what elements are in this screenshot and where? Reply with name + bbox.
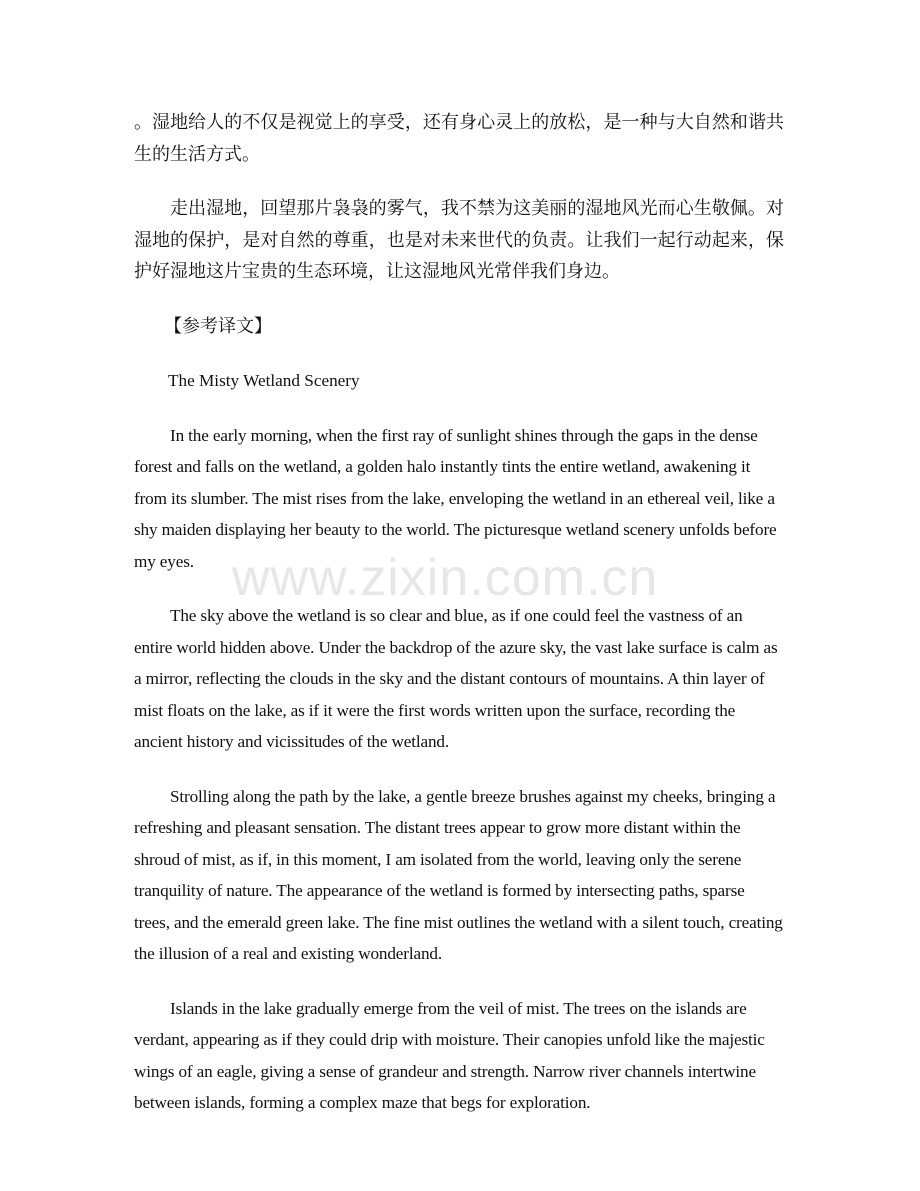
paragraph-zh-1: 。湿地给人的不仅是视觉上的享受，还有身心灵上的放松，是一种与大自然和谐共生的生活方式。 (134, 112, 784, 164)
section-heading: 【参考译文】 (164, 315, 272, 336)
translation-title: The Misty Wetland Scenery (168, 371, 360, 390)
paragraph-en-1: In the early morning, when the first ray of sunlight shines through the gaps in the dense forest and falls on the wetland, a golden halo instantly tints the entire wetland, awakening it from its slumber. The mist rises from the lake, enveloping the wetland in an ethereal veil, like a shy maiden displaying her beauty to the world. The picturesque wetland scenery unfolds before my eyes. (134, 425, 777, 571)
paragraph-en-2: The sky above the wetland is so clear and blue, as if one could feel the vastness of an entire world hidden above. Under the backdrop of the azure sky, the vast lake surface is calm as a mirror, reflecting the clouds in the sky and the distant contours of mountains. A thin layer of mist floats on the lake, as if it were the first words written upon the surface, recording the ancient history and vicissitudes of the wetland. (134, 606, 778, 751)
document-body (134, 107, 784, 1142)
paragraph-zh-2: 走出湿地，回望那片袅袅的雾气，我不禁为这美丽的湿地风光而心生敬佩。对湿地的保护，是对自然的尊重，也是对未来世代的负责。让我们一起行动起来，保护好湿地这片宝贵的生态环境，让这湿地风光常伴我们身边。 (134, 198, 784, 281)
paragraph-en-4: Islands in the lake gradually emerge from the veil of mist. The trees on the islands are verdant, appearing as if they could drip with moisture. Their canopies unfold like the majestic wings of an eagle, giving a sense of grandeur and strength. Narrow river channels intertwine between islands, forming a complex maze that begs for exploration. (134, 998, 765, 1112)
paragraph-en-3: Strolling along the path by the lake, a gentle breeze brushes against my cheeks, bringing a refreshing and pleasant sensation. The distant trees appear to grow more distant within the shroud of mist, as if, in this moment, I am isolated from the world, leaving only the serene tranquility of nature. The appearance of the wetland is formed by intersecting paths, sparse trees, and the emerald green lake. The fine mist outlines the wetland with a silent touch, creating the illusion of a real and existing wonderland. (134, 786, 783, 963)
watermark: www.zixin.com.cn (232, 549, 659, 607)
